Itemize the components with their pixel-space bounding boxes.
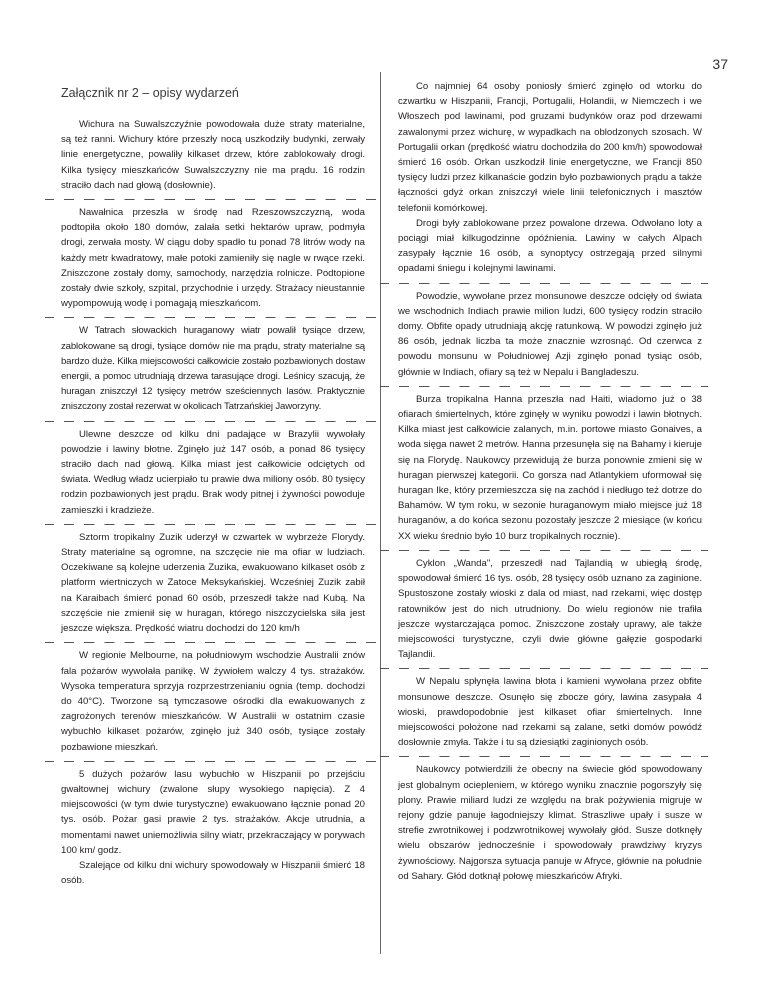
page-heading: Załącznik nr 2 – opisy wydarzeń <box>61 86 239 100</box>
event-paragraph: W regionie Melbourne, na południowym wschodzie Australii znów fala pożarów wywołała panikę. W żywiołem walczy 4 tys. strażaków. Wysoka temperatura sprzyja rozprzestrzenianiu ognia (temp. dochodzi do 40°C). Tworzone są tymczasowe ośrodki dla ewakuowanych z zagrożonych terenów mieszkańców. W Australii w ostatnim czasie wybuchło kilkaset pożarów, zginęło już 340 osób, tysiące zostały pozbawione mieszkań. <box>61 650 365 753</box>
event-paragraph: 5 dużych pożarów lasu wybuchło w Hiszpanii po przejściu gwałtownej wichury (zwalone słupy wysokiego napięcia). Z 4 miejscowości (w tym dwie turystyczne) ewakuowano łącznie ponad 20 tys. osób. Pożar gasi prawie 2 tys. strażaków. Akcje utrudnia, a momentami nawet uniemożliwia silny wiatr, przekraczający w porywach 100 km/ godz. <box>61 768 365 856</box>
event-block <box>398 556 702 662</box>
event-paragraph: W Nepalu spłynęła lawina błota i kamieni wywołana przez obfite monsunowe deszcze. Osunęło się zbocze góry, lawina zasypała 4 wioski, prawdopodobnie jest kilkaset ofiar śmiertelnych. Inne miejscowości położone nad rzekami są zalane, setki domów powódź dosłownie zmyła. Także i tu są dziesiątki zaginionych osób. <box>398 676 702 749</box>
left-column <box>61 86 365 888</box>
dashed-separator <box>45 524 385 525</box>
event-paragraph: Naukowcy potwierdzili że obecny na świecie głód spowodowany jest globalnym ociepleniem, w którego wyniku znacznie pogorszyły się plony. Prawie miliard ludzi ze względu na brak pożywienia migruje w rejony gdzie panuje łagodniejszy klimat. Straszliwe upały i susze w strefie zwrotnikowej i podzwrotnikowej wywołały głód. Susze dotknęły wielu obszarów jednocześnie i spowodowały prawdziwy kryzys żywnościowy. Najgorsza sytuacja panuje w Afryce, głównie na południe od Sahary. Głód dotknął połowę mieszkańców Afryki. <box>398 764 702 882</box>
event-block <box>61 427 365 518</box>
event-block <box>61 767 365 889</box>
dashed-separator <box>380 668 708 669</box>
event-paragraph: Szalejące od kilku dni wichury spowodowały w Hiszpanii śmierć 18 osób. <box>61 859 365 887</box>
event-paragraph: Ulewne deszcze od kilku dni padające w Brazylii wywołały powodzie i lawiny błotne. Zginęło już 147 osób, a ponad 86 tysięcy straciło dach nad głową. Kilka miast jest całkowicie odciętych od świata. Według władz ucierpiało tu prawie dwa miliony osób. 80 tysięcy rodzin pozbawionych jest prądu. Brak wody pitnej i żywności powoduje zamieszki i kradzieże. <box>61 428 365 516</box>
dashed-separator <box>380 386 708 387</box>
event-block <box>398 289 702 380</box>
event-paragraph: Cyklon „Wanda", przeszedł nad Tajlandią w ubiegłą środę, spowodował śmierć 16 tys. osób, 28 tysięcy osób uznano za zaginione. Spustoszone zostały wioski z dala od miast, nad rzekami, więc dostęp ratowników jest do nich utrudniony. Do wielu regionów nie trafiła jeszcze wystarczająca pomoc. Zniszczone zostały uprawy, ale także miejscowości turystyczne, czyli dwie główne gałęzie gospodarki Tajlandii. <box>398 557 702 661</box>
column-divider <box>380 72 381 954</box>
event-block <box>61 648 365 754</box>
dashed-separator <box>45 421 385 422</box>
dashed-separator <box>45 317 385 318</box>
dashed-separator <box>380 283 708 284</box>
event-block <box>398 674 702 750</box>
dashed-separator <box>45 199 385 200</box>
event-block <box>61 117 365 193</box>
event-paragraph: Co najmniej 64 osoby poniosły śmierć zginęło od wtorku do czwartku w Hiszpanii, Francji, Portugalii, Holandii, w Niemczech i we Włoszech pod lawinami, pod gruzami budynków oraz pod drzewami zawalonymi przez wichurę, w wypadkach na oblodzonych szosach. W Portugalii orkan (prędkość wiatru dochodziła do 200 km/h) spowodował śmierć 16 osób. Orkan uszkodził linie energetyczne, we Francji 850 tysięcy ludzi przez kilkanaście godzin było pozbawionych prądu a także łączności gdyż orkan zniszczył wiele linii telefonicznych i masztów telefonii komórkowej. <box>398 81 702 214</box>
event-paragraph: Sztorm tropikalny Zuzik uderzył w czwartek w wybrzeże Florydy. Straty materialne są ogromne, na szczęcie nie ma ofiar w ludziach. Oczekiwane są kolejne uderzenia Zuzika, ewakuowano kilkaset osób z platform wiertniczych w Zatoce Meksykańskiej. Wcześniej Zuzik zabił na Karaibach śmierć ponad 60 osób, przeszedł także nad Kubą. Na szczęście nie zmienił się w huragan, którego niszczycielska siła jest jeszcze większa. Prędkość wiatru dochodzi do 120 km/h <box>61 531 365 635</box>
dashed-separator <box>380 756 708 757</box>
event-block <box>61 530 365 636</box>
dashed-separator <box>45 642 385 643</box>
dashed-separator <box>380 550 708 551</box>
event-block <box>398 392 702 544</box>
event-paragraph: Powodzie, wywołane przez monsunowe deszcze odcięły od świata we wschodnich Indiach prawie milion ludzi, 600 tysięcy rodzin straciło domy. Obfite opady utrudniają akcję ratunkową. W powodzi zginęło już 86 osób, jednak liczba ta może znacznie wzrosnąć. Od czerwca z powodu monsunu w Południowej Azji zginęło ponad tysiąc osób, głównie w Indiach, ofiary są też w Nepalu i Bangladeszu. <box>398 290 702 378</box>
event-paragraph: Burza tropikalna Hanna przeszła nad Haiti, wiadomo już o 38 ofiarach śmiertelnych, które zginęły w wyniku powodzi i lawin błotnych. Kilka miast jest całkowicie zalanych, m.in. portowe miasto Gonaives, a woda sięga nawet 2 metrów. Hanna przesunęła się na Bahamy i kieruje się na Florydę. Naukowcy przewidują że burza ponownie zmieni się w huragan pierwszej kategorii. Co gorsza nad Atlantykiem uformował się huragan Ike, który przemieszcza się na zachód i niedługo też dotrze do Bahamów. W tym roku, w sezonie huraganowym miało miejsce już 18 huraganów, a do końca sezonu pozostały jeszcze 2 miesiące (w końcu XX wieku średnio było 10 burz tropikalnych rocznie). <box>398 393 702 542</box>
event-block <box>398 79 702 277</box>
event-paragraph: W Tatrach słowackich huraganowy wiatr powalił tysiące drzew, zablokowane są drogi, tysiące domów nie ma prądu, straty materialne są bardzo duże. Kilka miejscowości całkowicie zostało pozbawionych dostaw energii, a pomoc utrudniają drzewa tarasujące drogi. Leśnicy szacują, że huragan zniszczył 12 tysięcy metrów sześciennych lasów. Praktycznie zniszczony został rezerwat w okolicach Tatrzańskiej Jaworzyny. <box>61 325 365 413</box>
page-number: 37 <box>712 56 728 72</box>
event-block <box>398 762 702 884</box>
event-block <box>61 323 365 414</box>
dashed-separator <box>45 761 385 762</box>
event-paragraph: Nawałnica przeszła w środę nad Rzeszowszczyzną, woda podtopiła około 180 domów, zalała setki hektarów upraw, podmyła drogi, zerwała mosty. W ciągu doby spadło tu ponad 78 litrów wody na każdy metr kwadratowy, małe potoki zamieniły się nagle w rwące rzeki. Zniszczone zostały domy, samochody, narzędzia rolnicze. Podtopione zostały dwie szkoły, szpital, przychodnie i urzędy. Strażacy nieustannie wypompowują wodę i pomagają mieszkańcom. <box>61 207 365 310</box>
event-block <box>61 205 365 311</box>
right-column <box>398 79 702 884</box>
event-paragraph: Wichura na Suwalszczyźnie powodowała duże straty materialne, są też ranni. Wichury które przeszły nocą uszkodziły budynki, zerwały linie energetyczne, powaliły kilkaset drzew, które zablokowały drogi. Kilka tysięcy mieszkańców Suwalszczyzny nie ma prądu. 16 rodzin straciło dach nad głową (dosłownie). <box>61 119 365 191</box>
event-paragraph: Drogi były zablokowane przez powalone drzewa. Odwołano loty a pociągi miał kilkugodzinne opóźnienia. Lawiny w całych Alpach zasypały łącznie 16 osób, a synoptycy ostrzegają przed silnymi opadami śniegu i kolejnymi lawinami. <box>398 217 702 275</box>
